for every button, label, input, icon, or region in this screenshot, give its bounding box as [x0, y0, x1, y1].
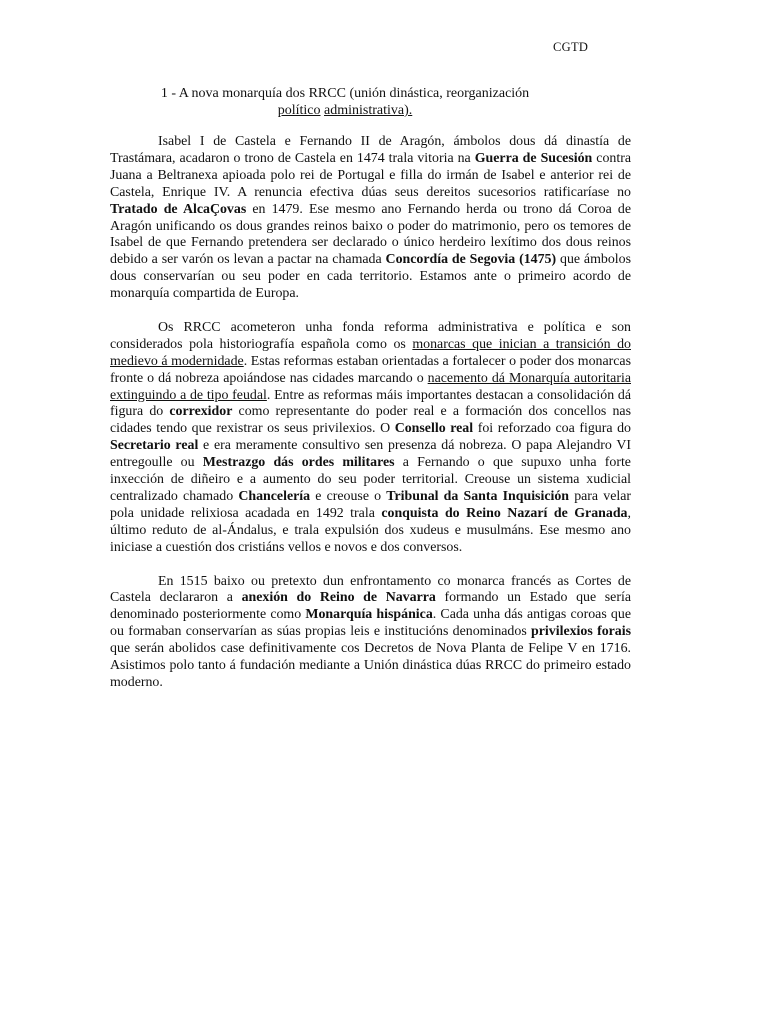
bold-term: Secretario real — [110, 438, 199, 454]
bold-term: anexión do Reino de Navarra — [241, 590, 436, 606]
bold-term: Concordía de Segovia (1475) — [385, 252, 557, 268]
paragraph-3 — [110, 574, 631, 692]
text-segment: como representante do poder real e a formación dos concellos nas cidades tendo que rexistrar os seus privilexios. O — [110, 404, 631, 437]
bold-term: privilexios forais — [531, 624, 632, 640]
underlined-phrase: monarcas que inician a transición do medievo á modernidade — [110, 336, 631, 369]
bold-term: conquista do Reino Nazarí de Granada — [381, 505, 628, 521]
text-segment: formando un Estado que sería denominado posteriormente como — [110, 590, 631, 623]
bold-term: Guerra de Sucesión — [474, 150, 593, 166]
bold-term: Monarquía hispánica — [305, 607, 433, 623]
title-line-1: 1 - A nova monarquía dos RRCC (unión dinástica, reorganización — [160, 86, 530, 101]
text-segment: que serán abolidos case definitivamente cos Decretos de Nova Planta de Felipe V en 1716. Asistimos polo tanto á fundación mediante a Unión dinástica dúas RRCC do primeiro estado moderno. — [110, 641, 631, 690]
text-segment: Isabel I de Castela e Fernando II de Aragón, ámbolos dous dá dinastía de Trastámara, acadaron o trono de Castela en 1474 trala vitoria na — [110, 134, 631, 166]
section-title — [110, 85, 580, 119]
paragraph-1 — [110, 134, 631, 303]
title-underlined-word-2: administrativa). — [324, 103, 413, 118]
text-segment: En 1515 baixo ou pretexto dun enfrontamento co monarca francés as Cortes de Castela declararon a — [110, 573, 631, 606]
text-segment: para velar pola unidade relixiosa acadada en 1492 trala — [110, 489, 632, 521]
text-segment: e era meramente consultivo sen presenza dá nobreza. O papa Alejandro VI entregoulle ou — [110, 438, 631, 471]
text-segment: . Entre as reformas máis importantes destacan a consolidación dá figura do — [110, 387, 631, 420]
text-segment: foi reforzado coa figura do — [473, 421, 631, 437]
header-tag: CGTD — [553, 40, 589, 54]
document-body — [110, 134, 631, 709]
text-segment: en 1479. Ese mesmo ano Fernando herda ou trono dá Coroa de Aragón unificando os dous grandes reinos baixo o poder do matrimonio, pero os temores de Isabel de que Fernando pretendera ser declarado o único herdeiro lexítimo dos dous reinos debido a ser varón os levan a pactar na chamada — [110, 201, 631, 268]
text-segment: e creouse o — [310, 489, 387, 505]
paragraph-2 — [110, 320, 631, 557]
text-segment: . Estas reformas estaban orientadas a fortalecer o poder dos monarcas fronte o dá nobreza apoiándose nas cidades marcando o — [110, 353, 631, 386]
bold-term: correxidor — [169, 404, 233, 420]
bold-term: Mestrazgo dás ordes militares — [202, 455, 395, 471]
title-line-2 — [110, 102, 580, 119]
title-underlined-word-1: político — [277, 103, 321, 118]
bold-term: Tribunal da Santa Inquisición — [386, 489, 570, 505]
underlined-phrase: nacemento dá Monarquía autoritaria extinguindo a de tipo feudal — [110, 370, 631, 403]
bold-term: Tratado de AlcaÇovas — [110, 201, 247, 217]
text-segment: contra Juana a Beltranexa apioada polo rei de Portugal e filla do irmán de Isabel e anterior rei de Castela, Enrique IV. A renuncia efectiva dúas seus dereitos sucesorios ratificaríase no — [110, 150, 631, 200]
text-segment: que ámbolos dous conservarían ou seu poder en cada territorio. Estamos ante o primeiro acordo de monarquía compartida de Europa. — [110, 252, 631, 302]
text-segment: Os RRCC acometeron unha fonda reforma administrativa e política e son considerados pola historiografía española como os — [110, 319, 631, 352]
text-segment: . Cada unha dás antigas coroas que ou formaban conservarían as súas propias leis e institucións denominados — [110, 607, 631, 640]
bold-term: Consello real — [394, 421, 474, 437]
bold-term: Chancelería — [238, 489, 311, 505]
text-segment: a Fernando o que supuxo unha forte inxección de diñeiro e a aumento do seu poder territorial. Creouse un sistema xudicial centralizado chamado — [110, 455, 631, 505]
text-segment: , último reduto de al-Ándalus, e trala expulsión dos xudeus e musulmáns. Ese mesmo ano iniciase a cuestión dos cristiáns vellos e novos e dos conversos. — [110, 505, 631, 555]
